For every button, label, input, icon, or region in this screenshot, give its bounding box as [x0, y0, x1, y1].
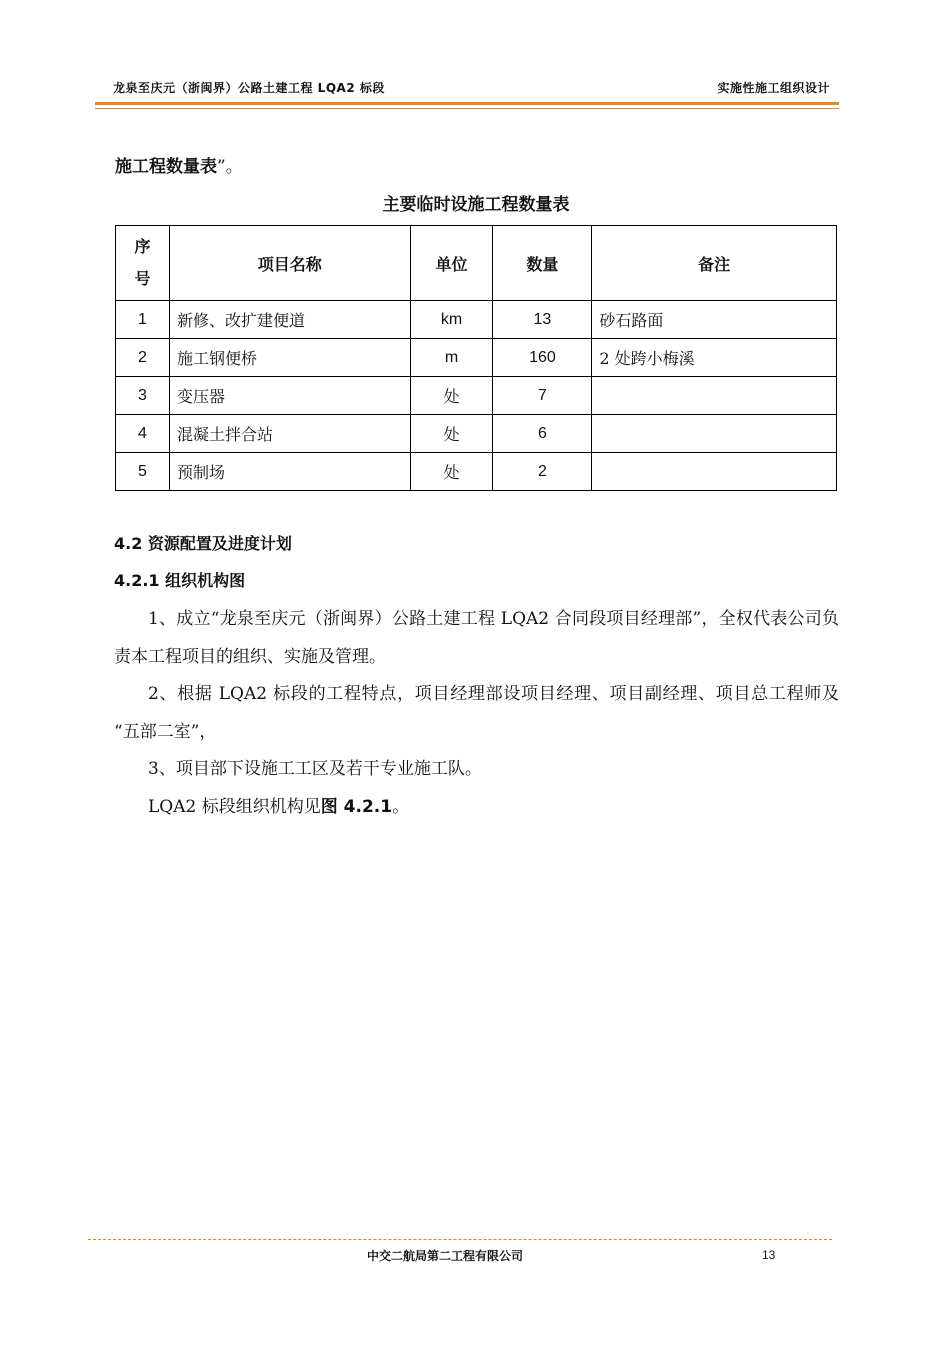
cell-unit: km [410, 301, 493, 339]
header-seq-bottom: 号 [134, 269, 151, 288]
header-right-title: 实施性施工组织设计 [717, 81, 830, 95]
table-row [116, 377, 837, 415]
cell-quantity: 2 [493, 453, 592, 491]
table-header-row [116, 226, 837, 301]
paragraph-4-suffix: 。 [392, 797, 410, 817]
lead-text: 施工程数量表 [115, 157, 217, 177]
table-row [116, 339, 837, 377]
cell-name: 混凝土拌合站 [169, 415, 410, 453]
cell-remark: 2 处跨小梅溪 [592, 339, 837, 377]
facilities-table [115, 225, 837, 491]
figure-reference: 图 4.2.1 [320, 797, 393, 817]
lead-suffix: ”。 [217, 157, 243, 177]
section-heading: 4.2 资源配置及进度计划 [114, 534, 292, 553]
cell-remark: 砂石路面 [592, 301, 837, 339]
cell-seq: 1 [116, 301, 170, 339]
cell-name: 施工钢便桥 [169, 339, 410, 377]
table-row [116, 453, 837, 491]
cell-remark [592, 453, 837, 491]
cell-quantity: 7 [493, 377, 592, 415]
cell-unit: 处 [410, 415, 493, 453]
subsection-heading: 4.2.1 组织机构图 [114, 571, 246, 590]
header-rule-thin [95, 108, 839, 109]
cell-quantity: 6 [493, 415, 592, 453]
paragraph-4 [114, 788, 839, 826]
paragraph-3: 3、项目部下设施工工区及若干专业施工队。 [148, 759, 482, 779]
footer-company: 中交二航局第二工程有限公司 [366, 1249, 523, 1263]
header-name: 项目名称 [169, 226, 410, 301]
cell-seq: 3 [116, 377, 170, 415]
table-title: 主要临时设施工程数量表 [382, 195, 570, 215]
paragraph-2: 2、根据 LQA2 标段的工程特点，项目经理部设项目经理、项目副经理、项目总工程师及 “五部二室”， [114, 684, 839, 742]
cell-remark [592, 415, 837, 453]
table-row [116, 301, 837, 339]
cell-quantity: 160 [493, 339, 592, 377]
cell-unit: 处 [410, 377, 493, 415]
cell-name: 预制场 [169, 453, 410, 491]
cell-name: 新修、改扩建便道 [169, 301, 410, 339]
header-unit: 单位 [410, 226, 493, 301]
header-left-title: 龙泉至庆元（浙闽界）公路土建工程 LQA2 标段 [113, 81, 385, 95]
footer-rule [88, 1239, 832, 1240]
header-rule-thick [95, 102, 839, 105]
paragraph-1: 1、成立“龙泉至庆元（浙闽界）公路土建工程 LQA2 合同段项目经理部”，全权代表公司负责本工程项目的组织、实施及管理。 [114, 609, 839, 667]
cell-quantity: 13 [493, 301, 592, 339]
header-remark: 备注 [592, 226, 837, 301]
cell-unit: m [410, 339, 493, 377]
cell-seq: 5 [116, 453, 170, 491]
header-seq-top: 序 [134, 237, 151, 256]
cell-seq: 4 [116, 415, 170, 453]
header-seq [116, 226, 170, 301]
header-quantity: 数量 [493, 226, 592, 301]
table-row [116, 415, 837, 453]
paragraph-4-prefix: LQA2 标段组织机构见 [148, 797, 321, 817]
cell-seq: 2 [116, 339, 170, 377]
cell-remark [592, 377, 837, 415]
page-number: 13 [762, 1248, 776, 1262]
lead-text-line [115, 152, 243, 177]
cell-name: 变压器 [169, 377, 410, 415]
cell-unit: 处 [410, 453, 493, 491]
